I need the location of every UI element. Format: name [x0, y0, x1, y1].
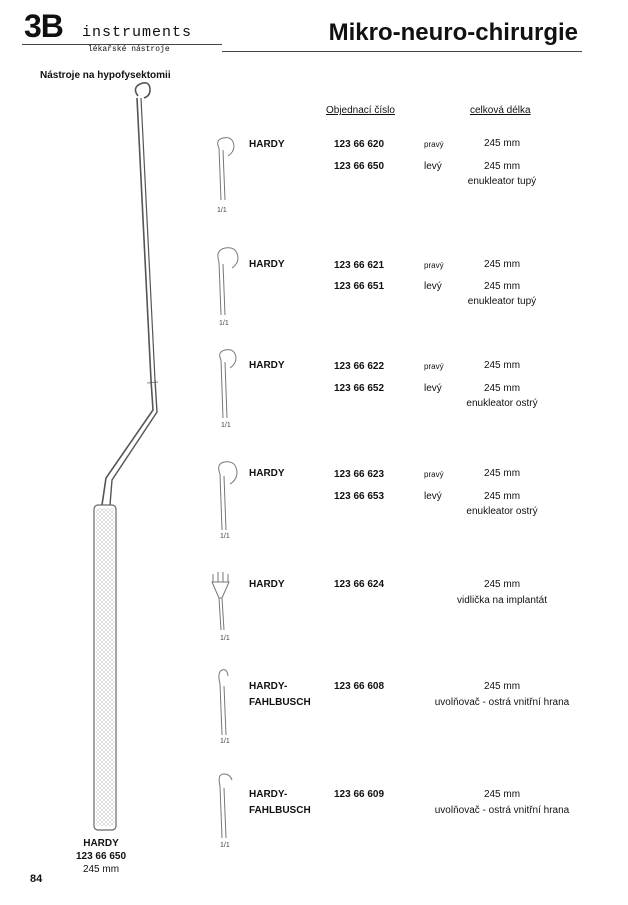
scale-label: 1/1 [220, 738, 230, 745]
item-code: 123 66 620 [334, 139, 385, 150]
scale-label: 1/1 [220, 533, 230, 540]
item-length: 245 mm [483, 579, 521, 590]
item-description: vidlička na implantát [456, 595, 548, 606]
caption-length: 245 mm [82, 864, 120, 875]
item-code: 123 66 621 [334, 260, 385, 271]
item-name: HARDY- [249, 681, 288, 692]
scale-label: 1/1 [217, 207, 227, 214]
item-side: levý [424, 161, 442, 172]
item-description: enukleator tupý [467, 176, 537, 187]
logo-3b: 3B [24, 8, 63, 44]
item-length: 245 mm [483, 789, 521, 800]
item-name: HARDY- [249, 789, 288, 800]
item-name: HARDY [249, 360, 285, 371]
item-length: 245 mm [483, 383, 521, 394]
scale-label: 1/1 [221, 422, 231, 429]
item-side: levý [424, 491, 442, 502]
item-description: uvolňovač - ostrá vnitřní hrana [434, 805, 570, 816]
logo-subtitle: lékařské nástroje [88, 45, 170, 54]
item-code: 123 66 652 [334, 383, 385, 394]
item-length: 245 mm [483, 360, 521, 371]
item-description: enukleator ostrý [466, 506, 538, 517]
page-title: Mikro-neuro-chirurgie [328, 19, 578, 46]
item-code: 123 66 653 [334, 491, 385, 502]
item-name: FAHLBUSCH [249, 697, 311, 708]
section-title: Nástroje na hypofysektomii [40, 70, 171, 81]
item-name: HARDY [249, 579, 285, 590]
item-length: 245 mm [483, 281, 521, 292]
item-name: FAHLBUSCH [249, 805, 311, 816]
item-length: 245 mm [483, 138, 521, 149]
item-description: uvolňovač - ostrá vnitřní hrana [434, 697, 570, 708]
item-length: 245 mm [483, 259, 521, 270]
item-description: enukleator tupý [467, 296, 537, 307]
item-side: levý [424, 383, 442, 394]
logo-wordmark: instruments [82, 24, 193, 41]
item-code: 123 66 624 [334, 579, 385, 590]
item-code: 123 66 623 [334, 469, 385, 480]
column-header-length: celková délka [470, 105, 531, 116]
item-length: 245 mm [483, 161, 521, 172]
caption-name: HARDY [83, 838, 119, 849]
item-name: HARDY [249, 468, 285, 479]
scale-label: 1/1 [220, 635, 230, 642]
item-side: pravý [424, 261, 444, 270]
scale-label: 1/1 [219, 320, 229, 327]
item-length: 245 mm [483, 491, 521, 502]
item-code: 123 66 608 [334, 681, 385, 692]
item-name: HARDY [249, 139, 285, 150]
item-length: 245 mm [483, 468, 521, 479]
item-name: HARDY [249, 259, 285, 270]
item-side: pravý [424, 362, 444, 371]
item-code: 123 66 651 [334, 281, 385, 292]
item-code: 123 66 650 [334, 161, 385, 172]
item-side: levý [424, 281, 442, 292]
item-side: pravý [424, 140, 444, 149]
page-number: 84 [30, 873, 43, 885]
caption-code: 123 66 650 [75, 851, 127, 862]
scale-label: 1/1 [220, 842, 230, 849]
item-code: 123 66 622 [334, 361, 385, 372]
item-length: 245 mm [483, 681, 521, 692]
column-header-order-no: Objednací číslo [326, 105, 395, 116]
item-description: enukleator ostrý [466, 398, 538, 409]
item-side: pravý [424, 470, 444, 479]
item-code: 123 66 609 [334, 789, 385, 800]
